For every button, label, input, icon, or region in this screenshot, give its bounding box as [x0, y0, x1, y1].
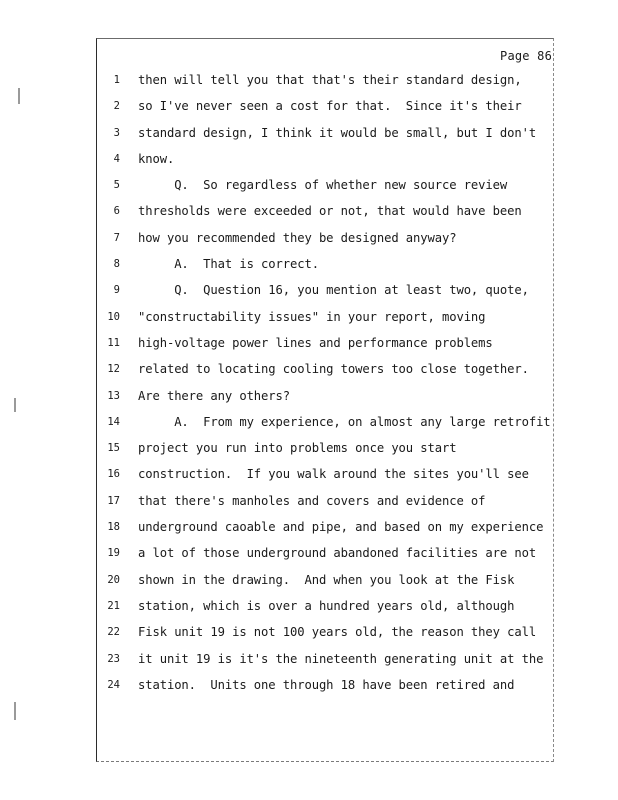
- transcript-line: A. From my experience, on almost any large retrofit: [138, 414, 551, 429]
- transcript-line: Q. Question 16, you mention at least two, quote,: [138, 283, 529, 298]
- transcript-line: a lot of those underground abandoned facilities are not: [138, 546, 537, 561]
- line-number: 12: [107, 363, 120, 376]
- transcript-line: shown in the drawing. And when you look at the Fisk: [138, 572, 515, 587]
- line-number: 19: [107, 547, 120, 560]
- scan-artifact-mark: [14, 702, 16, 720]
- line-number: 1: [113, 74, 120, 86]
- line-number: 8: [113, 258, 120, 271]
- transcript-line: standard design, I think it would be small, but I don't: [138, 125, 537, 140]
- transcript-line: "constructability issues" in your report, moving: [138, 309, 486, 324]
- transcript-line: station. Units one through 18 have been retired and: [138, 677, 515, 692]
- transcript-line: project you run into problems once you start: [138, 441, 457, 456]
- scan-artifact-mark: [18, 88, 20, 104]
- transcript-line: thresholds were exceeded or not, that would have been: [138, 204, 522, 219]
- transcript-line: then will tell you that that's their standard design,: [138, 73, 522, 87]
- transcript-line: so I've never seen a cost for that. Since it's their: [138, 99, 522, 114]
- line-number: 11: [107, 336, 120, 349]
- line-number: 9: [113, 284, 120, 297]
- transcript-line: A. That is correct.: [138, 257, 319, 272]
- transcript-line: Q. So regardless of whether new source review: [138, 178, 508, 193]
- page-number: Page 86: [500, 49, 552, 63]
- scan-artifact-mark: [14, 398, 16, 412]
- line-number: 5: [113, 179, 120, 192]
- line-number: 21: [107, 599, 120, 612]
- line-number: 18: [107, 521, 120, 534]
- line-number: 22: [107, 626, 120, 639]
- line-number: 4: [113, 152, 120, 165]
- line-number: 13: [107, 389, 120, 402]
- transcript-line: station, which is over a hundred years old, although: [138, 598, 515, 613]
- transcript-line: Fisk unit 19 is not 100 years old, the reason they call: [138, 625, 537, 640]
- transcript-line: it unit 19 is it's the nineteenth generating unit at the: [138, 651, 544, 666]
- line-number: 7: [113, 231, 120, 244]
- transcript-line: that there's manholes and covers and evidence of: [138, 493, 486, 508]
- line-number: 2: [113, 100, 120, 113]
- transcript-line: know.: [138, 151, 175, 166]
- transcript-line: construction. If you walk around the sites you'll see: [138, 467, 529, 482]
- transcript-line: how you recommended they be designed anyway?: [138, 230, 457, 245]
- line-number: 14: [107, 415, 120, 428]
- line-number: 20: [107, 573, 120, 586]
- line-number: 10: [107, 310, 120, 323]
- transcript-line: related to locating cooling towers too close together.: [138, 362, 529, 377]
- line-number-column: [100, 72, 122, 703]
- line-number: 24: [107, 678, 120, 691]
- line-number: 17: [107, 494, 120, 507]
- line-number: 3: [113, 126, 120, 139]
- transcript-line: high-voltage power lines and performance problems: [138, 335, 493, 350]
- line-number: 23: [107, 652, 120, 665]
- line-number: 16: [107, 468, 120, 481]
- transcript-line: underground caoable and pipe, and based on my experience: [138, 520, 544, 535]
- line-number: 15: [107, 442, 120, 455]
- transcript-line: Are there any others?: [138, 388, 290, 403]
- transcript-body: [138, 72, 554, 703]
- line-number: 6: [113, 205, 120, 218]
